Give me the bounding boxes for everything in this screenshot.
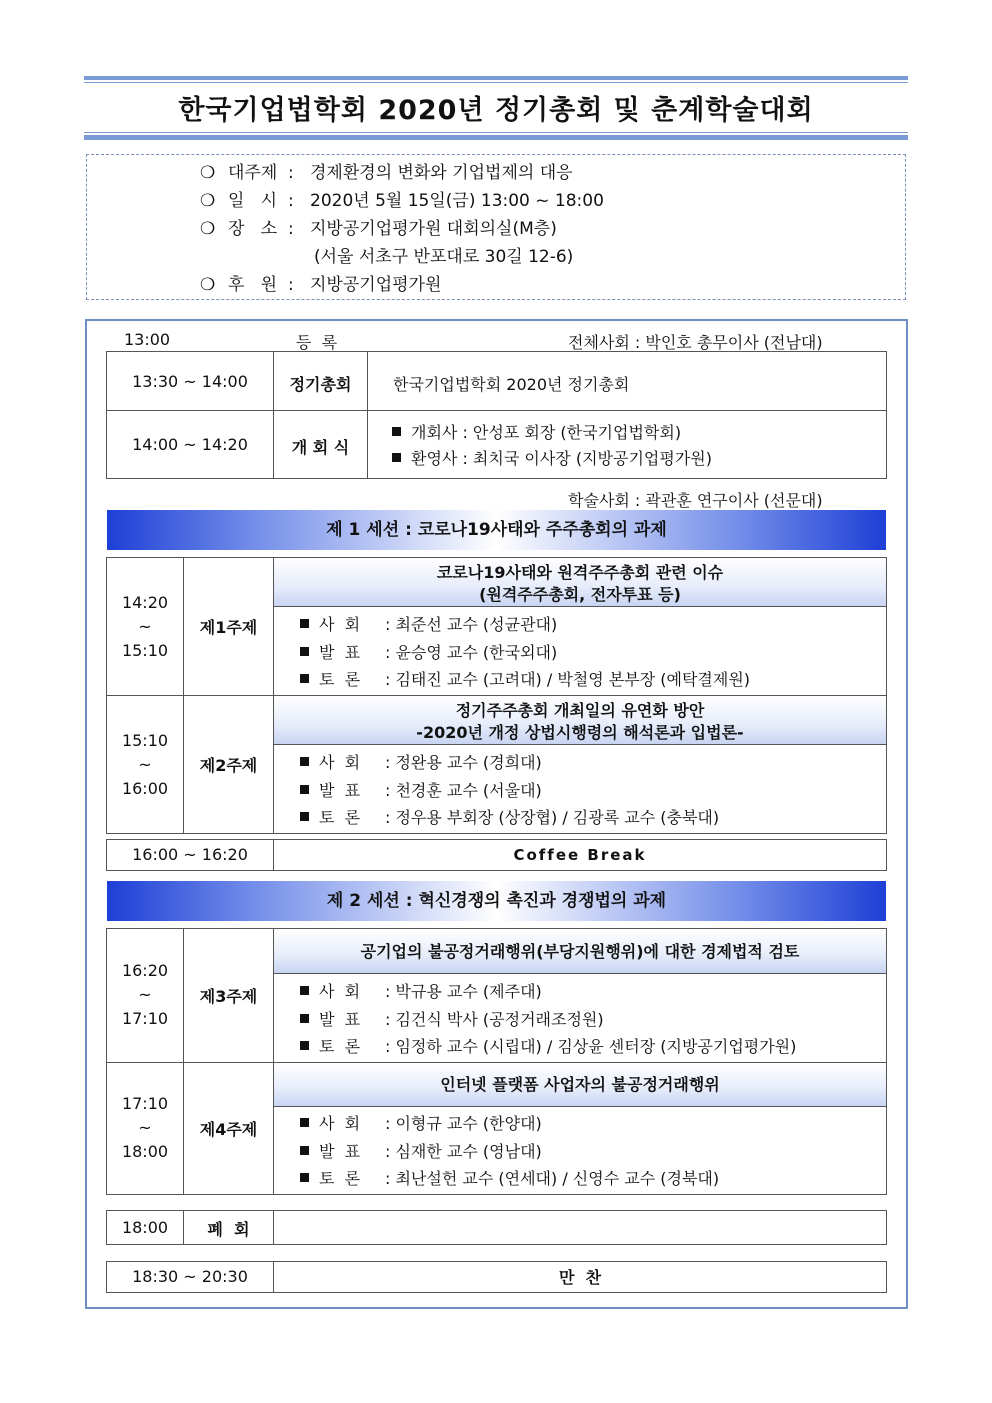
topic4-title-line: 인터넷 플랫폼 사업자의 불공정거래행위 <box>440 1075 720 1094</box>
topic3-time-start: 16:20 <box>121 961 169 980</box>
closing-label: 폐 회 <box>207 1220 250 1239</box>
role-value: : 윤승영 교수 (한국외대) <box>385 643 558 662</box>
opening-label: 개 회 식 <box>291 438 350 457</box>
role-value: : 임정하 교수 (시립대) / 김상윤 센터장 (지방공기업평가원) <box>385 1037 797 1056</box>
square-bullet-icon <box>300 1014 309 1023</box>
info-label: 일 시 <box>228 191 278 211</box>
info-label: 장 소 <box>228 219 278 239</box>
topic2-role-row <box>300 750 542 773</box>
info-sep: : <box>288 163 294 183</box>
opening-time: 14:00 ~ 14:20 <box>132 435 248 454</box>
role-label: 토 론 <box>319 670 361 689</box>
topic3-role-row <box>300 1034 796 1057</box>
role-value: : 천경훈 교수 (서울대) <box>385 781 542 800</box>
role-label: 토 론 <box>319 1169 361 1188</box>
role-label: 사 회 <box>319 753 361 772</box>
role-label: 토 론 <box>319 1037 361 1056</box>
general-meeting-content: 한국기업법학회 2020년 정기총회 <box>393 375 630 394</box>
square-bullet-icon <box>300 986 309 995</box>
title-rule-bottom <box>84 135 908 140</box>
topic1-role-row <box>300 667 750 690</box>
role-label: 사 회 <box>319 1114 361 1133</box>
info-label: 후 원 <box>228 275 278 295</box>
title-rule-top <box>84 76 908 80</box>
square-bullet-icon <box>300 757 309 766</box>
topic3-label: 제3주제 <box>199 987 258 1006</box>
square-bullet-icon <box>300 674 309 683</box>
opening-item-text: 환영사 : 최치국 이사장 (지방공기업평가원) <box>411 449 712 468</box>
role-value: : 이형규 교수 (한양대) <box>385 1114 542 1133</box>
session1-banner: 제 1 세션 : 코로나19사태와 주주총회의 과제 <box>107 510 886 550</box>
topic4-time-start: 17:10 <box>121 1094 169 1113</box>
info-value: 지방공기업평가원 대회의실(M층) <box>310 219 557 239</box>
square-bullet-icon <box>300 1146 309 1155</box>
info-sep: : <box>288 219 294 239</box>
info-row-sponsor <box>200 270 441 295</box>
role-value: : 박규용 교수 (제주대) <box>385 982 542 1001</box>
info-row-address <box>314 242 573 267</box>
topic2-label: 제2주제 <box>199 756 258 775</box>
role-label: 토 론 <box>319 808 361 827</box>
role-label: 발 표 <box>319 643 361 662</box>
topic4-role-row <box>300 1166 719 1189</box>
role-value: : 김태진 교수 (고려대) / 박철영 본부장 (예탁결제원) <box>385 670 751 689</box>
role-label: 사 회 <box>319 615 361 634</box>
info-row-venue <box>200 214 557 239</box>
topic4-time-end: 18:00 <box>121 1142 169 1161</box>
topic1-time-tilde: ~ <box>138 617 152 636</box>
square-bullet-icon <box>392 427 401 436</box>
topic3-title-line: 공기업의 불공정거래행위(부당지원행위)에 대한 경제법적 검토 <box>360 942 800 961</box>
page-title: 한국기업법학회 2020년 정기총회 및 춘계학술대회 <box>178 95 814 126</box>
info-value: 경제환경의 변화와 기업법제의 대응 <box>310 163 573 183</box>
registration-time: 13:00 <box>124 330 171 349</box>
general-host: 전체사회 : 박인호 총무이사 (전남대) <box>568 333 823 352</box>
info-label: 대주제 <box>228 163 278 183</box>
topic4-label: 제4주제 <box>199 1120 258 1139</box>
info-value: (서울 서초구 반포대로 30길 12-6) <box>314 247 574 267</box>
topic2-time-start: 15:10 <box>121 731 169 750</box>
role-value: : 심재한 교수 (영남대) <box>385 1142 542 1161</box>
square-bullet-icon <box>300 619 309 628</box>
topic3-role-row <box>300 1007 604 1030</box>
circle-bullet-icon: ❍ <box>200 219 216 239</box>
info-value: 지방공기업평가원 <box>310 275 442 295</box>
square-bullet-icon <box>300 1173 309 1182</box>
general-meeting-label: 정기총회 <box>289 375 352 394</box>
topic2-time-end: 16:00 <box>121 779 169 798</box>
square-bullet-icon <box>300 647 309 656</box>
role-value: : 정완용 교수 (경희대) <box>385 753 542 772</box>
role-value: : 최난설헌 교수 (연세대) / 신영수 교수 (경북대) <box>385 1169 720 1188</box>
topic2-time-tilde: ~ <box>138 755 152 774</box>
circle-bullet-icon: ❍ <box>200 163 216 183</box>
academic-host: 학술사회 : 곽관훈 연구이사 (선문대) <box>568 491 823 510</box>
topic3-time-tilde: ~ <box>138 985 152 1004</box>
coffee-label: Coffee Break <box>513 846 647 864</box>
coffee-time: 16:00 ~ 16:20 <box>132 845 248 864</box>
dinner-label: 만 찬 <box>558 1268 602 1287</box>
topic4-role-row <box>300 1139 542 1162</box>
closing-time: 18:00 <box>121 1218 169 1237</box>
topic1-time-start: 14:20 <box>121 593 169 612</box>
square-bullet-icon <box>300 812 309 821</box>
topic1-role-row <box>300 640 557 663</box>
square-bullet-icon <box>392 453 401 462</box>
closing-empty-cell <box>273 1210 887 1245</box>
topic2-title-line: -2020년 개정 상법시행령의 해석론과 입법론- <box>416 723 744 742</box>
square-bullet-icon <box>300 1041 309 1050</box>
dinner-time: 18:30 ~ 20:30 <box>132 1267 248 1286</box>
info-sep: : <box>288 191 294 211</box>
general-meeting-time: 13:30 ~ 14:00 <box>132 372 248 391</box>
topic4-time-tilde: ~ <box>138 1118 152 1137</box>
info-row-theme <box>200 158 573 183</box>
topic2-role-row <box>300 778 542 801</box>
topic3-role-row <box>300 979 542 1002</box>
registration-label: 등 록 <box>296 333 338 352</box>
topic1-title-line: (원격주주총회, 전자투표 등) <box>479 585 681 604</box>
square-bullet-icon <box>300 785 309 794</box>
role-label: 발 표 <box>319 1142 361 1161</box>
role-value: : 김건식 박사 (공정거래조정원) <box>385 1010 604 1029</box>
role-value: : 정우용 부회장 (상장협) / 김광록 교수 (충북대) <box>385 808 720 827</box>
title-rule-top-thin <box>84 82 908 83</box>
topic1-label: 제1주제 <box>199 618 258 637</box>
opening-item <box>392 446 712 469</box>
square-bullet-icon <box>300 1118 309 1127</box>
info-sep: : <box>288 275 294 295</box>
opening-item-text: 개회사 : 안성포 회장 (한국기업법학회) <box>411 423 682 442</box>
info-row-date <box>200 186 604 211</box>
session2-banner: 제 2 세션 : 혁신경쟁의 촉진과 경쟁법의 과제 <box>107 881 886 921</box>
role-label: 발 표 <box>319 781 361 800</box>
topic2-role-row <box>300 805 719 828</box>
role-label: 발 표 <box>319 1010 361 1029</box>
opening-item <box>392 420 681 443</box>
topic4-role-row <box>300 1111 542 1134</box>
title-rule-bottom-thin <box>84 132 908 133</box>
topic1-role-row <box>300 612 557 635</box>
circle-bullet-icon: ❍ <box>200 275 216 295</box>
topic3-time-end: 17:10 <box>121 1009 169 1028</box>
topic2-title-line: 정기주주총회 개최일의 유연화 방안 <box>455 701 705 720</box>
info-value: 2020년 5월 15일(금) 13:00 ~ 18:00 <box>310 191 604 211</box>
role-label: 사 회 <box>319 982 361 1001</box>
circle-bullet-icon: ❍ <box>200 191 216 211</box>
topic1-title-line: 코로나19사태와 원격주주총회 관련 이슈 <box>436 563 724 582</box>
role-value: : 최준선 교수 (성균관대) <box>385 615 558 634</box>
topic1-time-end: 15:10 <box>121 641 169 660</box>
